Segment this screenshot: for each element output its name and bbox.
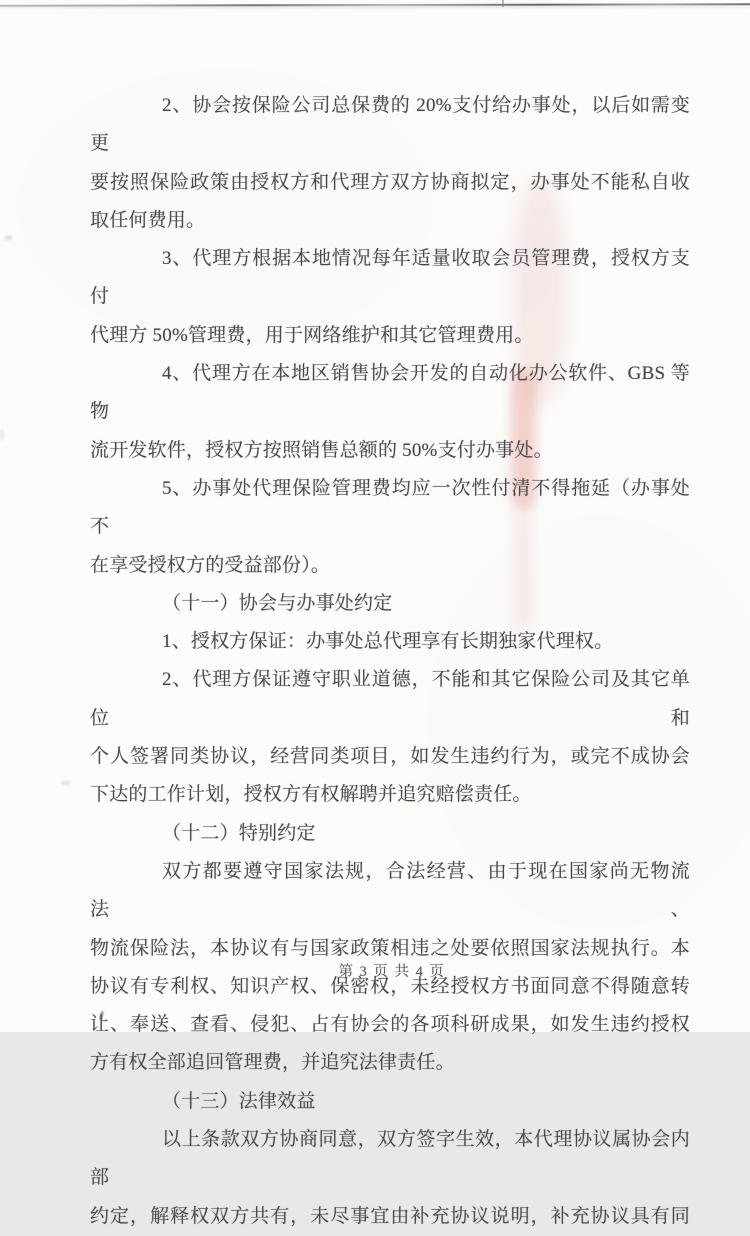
text-line: 5、办事处代理保险管理费均应一次性付清不得拖延（办事处不 <box>90 477 690 538</box>
scan-edge-tick <box>502 0 504 7</box>
clause-paragraph <box>90 87 690 240</box>
clause-paragraph <box>90 661 690 814</box>
section-heading <box>90 815 690 853</box>
section-heading <box>90 585 690 623</box>
clause-paragraph <box>90 623 690 661</box>
scan-speck <box>61 781 70 785</box>
scan-speck <box>0 430 4 440</box>
text-line: 物流保险法，本协议有与国家政策相违之处要依照国家法规执行。本 <box>90 937 690 959</box>
heading-line: （十一）协会与办事处约定 <box>162 592 393 614</box>
clause-paragraph <box>90 355 690 470</box>
text-line: 让、奉送、查看、侵犯、占有协会的各项科研成果，如发生违约授权 <box>90 1014 690 1036</box>
text-line: 4、代理方在本地区销售协会开发的自动化办公软件、GBS 等物 <box>90 363 690 423</box>
clause-paragraph <box>90 1121 690 1236</box>
clause-paragraph <box>90 240 690 355</box>
text-line: 双方都要遵守国家法规，合法经营、由于现在国家尚无物流法、 <box>90 860 690 921</box>
text-line: 以上条款双方协商同意，双方签字生效，本代理协议属协会内部 <box>90 1129 690 1189</box>
clause-paragraph <box>90 470 690 585</box>
text-line: 协议有专利权、知识产权、保密权，未经授权方书面同意不得随意转 <box>90 975 690 997</box>
text-line: 方有权全部追回管理费，并追究法律责任。 <box>90 1052 455 1074</box>
text-line: 2、协会按保险公司总保费的 20%支付给办事处，以后如需变更 <box>90 95 690 155</box>
text-line: 取任何费用。 <box>90 209 206 231</box>
text-line: 1、授权方保证：办事处总代理享有长期独家代理权。 <box>162 631 614 653</box>
text-line: 代理方 50%管理费，用于网络维护和其它管理费用。 <box>90 324 534 346</box>
text-line: 下达的工作计划，授权方有权解聘并追究赔偿责任。 <box>90 784 532 806</box>
scan-edge-line-shadow <box>0 6 750 8</box>
section-heading <box>90 1083 690 1121</box>
heading-line: （十二）特别约定 <box>162 822 316 844</box>
scan-speck <box>5 236 12 240</box>
text-line: 2、代理方保证遵守职业道德，不能和其它保险公司及其它单位和 <box>90 669 690 729</box>
text-line: 约定，解释权双方共有，未尽事宜由补充协议说明，补充协议具有同 <box>90 1205 690 1227</box>
document-body <box>90 87 690 1236</box>
text-line: 流开发软件，授权方按照销售总额的 50%支付办事处。 <box>90 439 553 461</box>
text-line: 3、代理方根据本地情况每年适量收取会员管理费，授权方支付 <box>90 248 690 308</box>
heading-line: （十三）法律效益 <box>162 1090 316 1112</box>
text-line: 个人签署同类协议，经营同类项目，如发生违约行为，或完不成协会 <box>90 746 690 768</box>
text-line: 在享受授权方的受益部份）。 <box>90 554 331 576</box>
page-number-footer: 第 3 页 共 4 页 <box>338 964 446 980</box>
text-line: 要按照保险政策由授权方和代理方双方协商拟定，办事处不能私自收 <box>90 171 690 193</box>
